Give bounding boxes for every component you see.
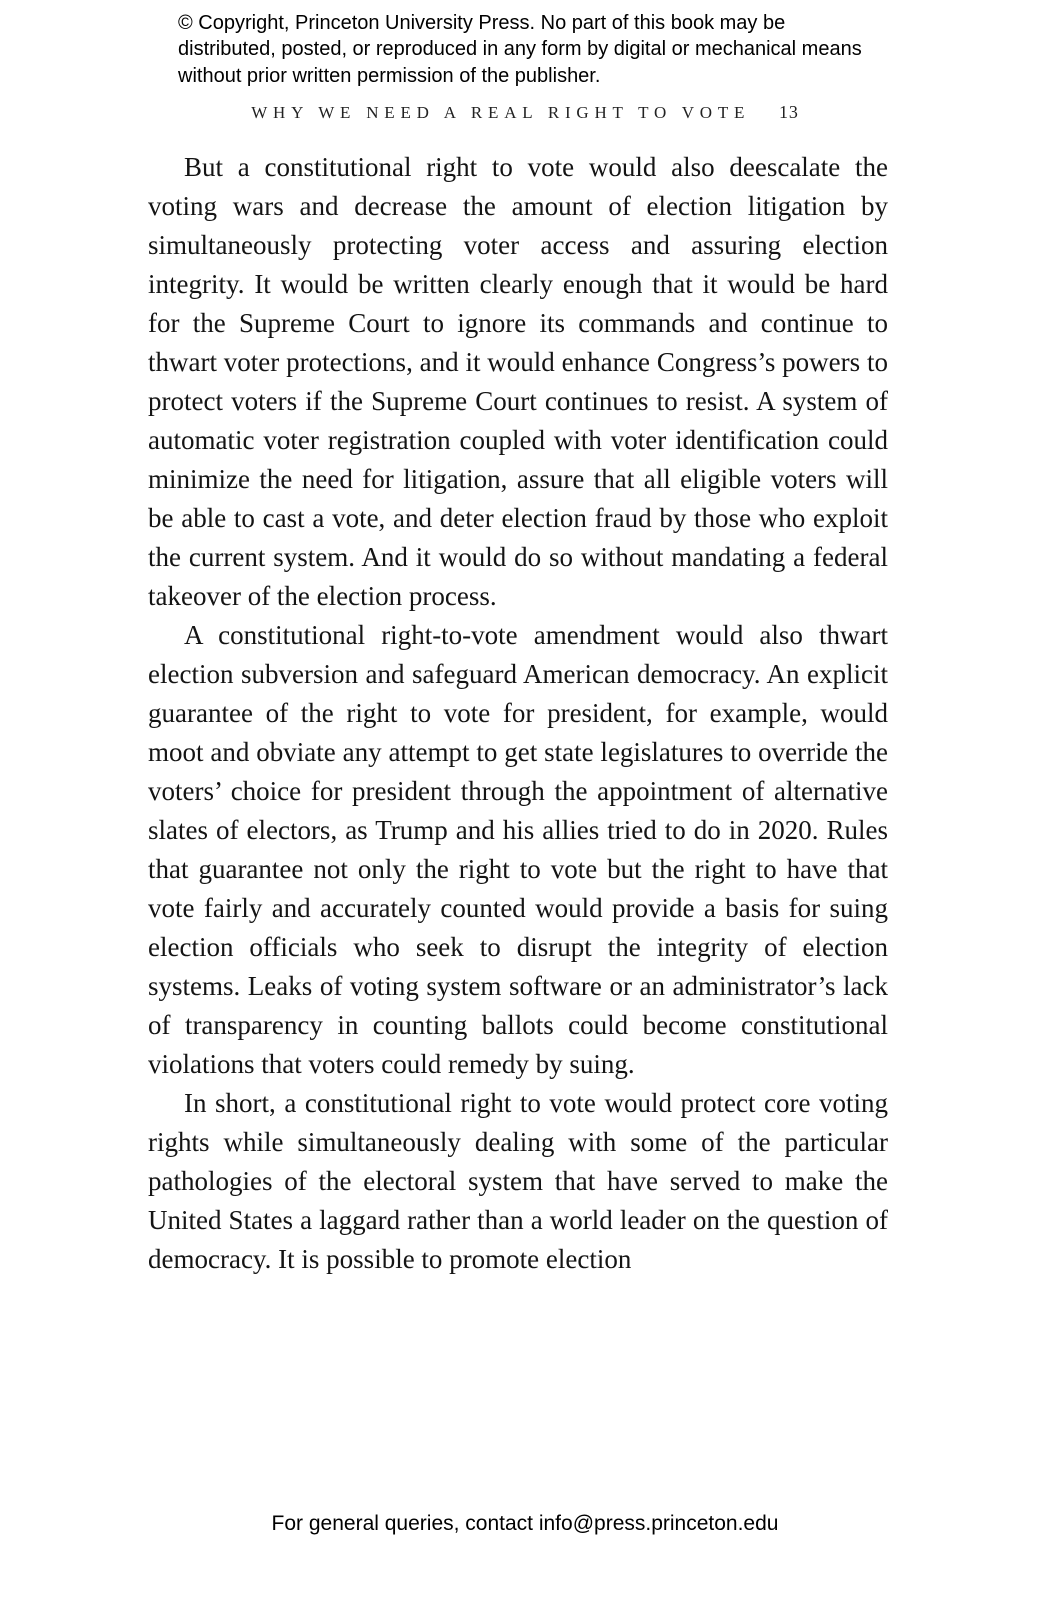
page-number: 13 xyxy=(778,102,799,122)
footer-queries-text: For general queries, contact info@press.princeton.edu xyxy=(271,1512,779,1535)
paragraph-2: A constitutional right-to-vote amendment would also thwart election subversion and safeguard American democracy. An explicit guarantee of the right to vote for president, for example, would moot and obviate any attempt to get state legislatures to override the voters’ choice for president through the appointment of alternative slates of electors, as Trump and his allies tried to do in 2020. Rules that guarantee not only the right to vote but the right to have that vote fairly and accurately counted would provide a basis for suing election officials who seek to disrupt the integrity of election systems. Leaks of voting system software or an administrator’s lack of transparency in counting ballots could become constitutional violations that voters could remedy by suing. xyxy=(148,620,888,1079)
body-text xyxy=(148,148,888,1279)
running-head-title: WHY WE NEED A REAL RIGHT TO VOTE xyxy=(251,103,751,122)
paragraph-3: In short, a constitutional right to vote would protect core voting rights while simultaneously dealing with some of the particular pathologies of the electoral system that have served to make the United States a laggard rather than a world leader on the question of democracy. It is possible to promote election xyxy=(148,1088,888,1274)
paragraph-1: But a constitutional right to vote would also deescalate the voting wars and decrease the amount of election litigation by simultaneously protecting voter access and assuring election integrity. It would be written clearly enough that it would be hard for the Supreme Court to ignore its commands and continue to thwart voter protections, and it would enhance Congress’s powers to protect voters if the Supreme Court continues to resist. A system of automatic voter registration coupled with voter identification could minimize the need for litigation, assure that all eligible voters will be able to cast a vote, and deter election fraud by those who exploit the current system. And it would do so without mandating a federal takeover of the election process. xyxy=(148,152,888,611)
copyright-notice: © Copyright, Princeton University Press. No part of this book may be distributed, posted, or reproduced in any form by digital or mechanical means without prior written permission of the publisher. xyxy=(178,12,862,87)
running-head xyxy=(0,102,1050,123)
